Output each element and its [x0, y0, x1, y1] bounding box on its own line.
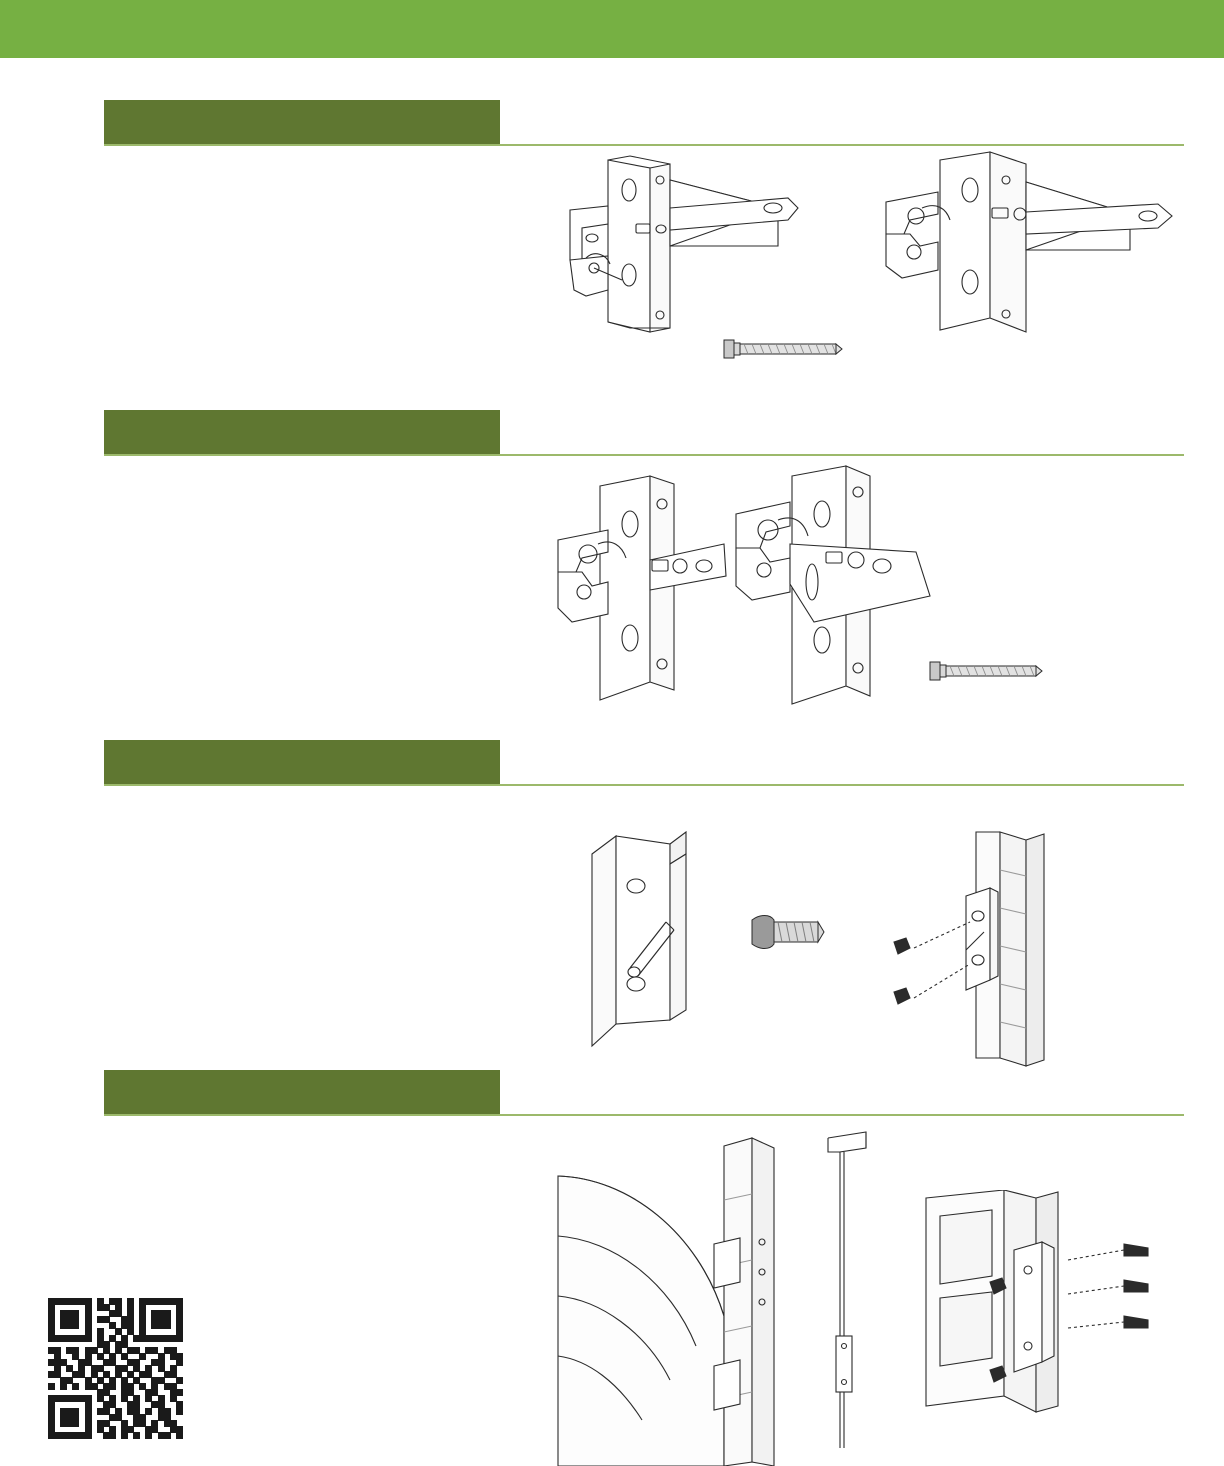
section-header-4	[0, 1070, 1224, 1116]
qr-module	[145, 1408, 152, 1415]
section-step-3	[0, 740, 1224, 786]
qr-module	[109, 1432, 116, 1439]
qr-module	[176, 1432, 183, 1439]
header-rule-4	[104, 1114, 1184, 1116]
top-band	[0, 0, 1224, 58]
qr-module	[176, 1377, 183, 1384]
section-step-2	[0, 410, 1224, 456]
qr-module	[109, 1383, 116, 1390]
qr-module	[85, 1432, 92, 1439]
figure-machine-screw-1	[722, 332, 862, 368]
header-rule-2	[104, 454, 1184, 456]
qr-module	[145, 1432, 152, 1439]
figure-latch-assembly-left-view	[530, 150, 840, 360]
header-tab-1	[104, 100, 500, 144]
qr-module	[85, 1335, 92, 1342]
figure-drop-rod	[820, 1122, 890, 1452]
qr-module	[48, 1383, 55, 1390]
section-header-1	[0, 100, 1224, 146]
section-step-1	[0, 100, 1224, 146]
figure-button-head-screw	[748, 910, 838, 956]
qr-module	[176, 1408, 183, 1415]
qr-module	[176, 1359, 183, 1366]
qr-module	[164, 1322, 171, 1329]
header-tab-4	[104, 1070, 500, 1114]
qr-module	[133, 1432, 140, 1439]
figure-strike-plate-with-pin	[570, 824, 710, 1064]
qr-module	[72, 1322, 79, 1329]
qr-module	[176, 1389, 183, 1396]
header-rule-3	[104, 784, 1184, 786]
qr-code[interactable]	[48, 1298, 188, 1438]
qr-module	[72, 1383, 79, 1390]
figure-post-mounting-detail	[880, 830, 1050, 1070]
figure-latch-bracket-exploded-right	[730, 456, 960, 736]
qr-module	[176, 1335, 183, 1342]
section-header-2	[0, 410, 1224, 456]
header-tab-2	[104, 410, 500, 454]
figure-latch-assembly-right-view	[880, 142, 1200, 362]
section-step-4	[0, 1070, 1224, 1116]
qr-module	[72, 1420, 79, 1427]
section-header-3	[0, 740, 1224, 786]
header-tab-3	[104, 740, 500, 784]
qr-module	[60, 1383, 67, 1390]
qr-module	[139, 1353, 146, 1360]
figure-latch-bracket-exploded-left	[548, 468, 748, 718]
figure-machine-screw-2	[928, 654, 1058, 690]
figure-rod-guide-mounting-detail	[918, 1190, 1158, 1440]
figure-gate-post-assembly-view	[548, 1136, 808, 1466]
qr-module	[121, 1432, 128, 1439]
qr-module	[164, 1432, 171, 1439]
